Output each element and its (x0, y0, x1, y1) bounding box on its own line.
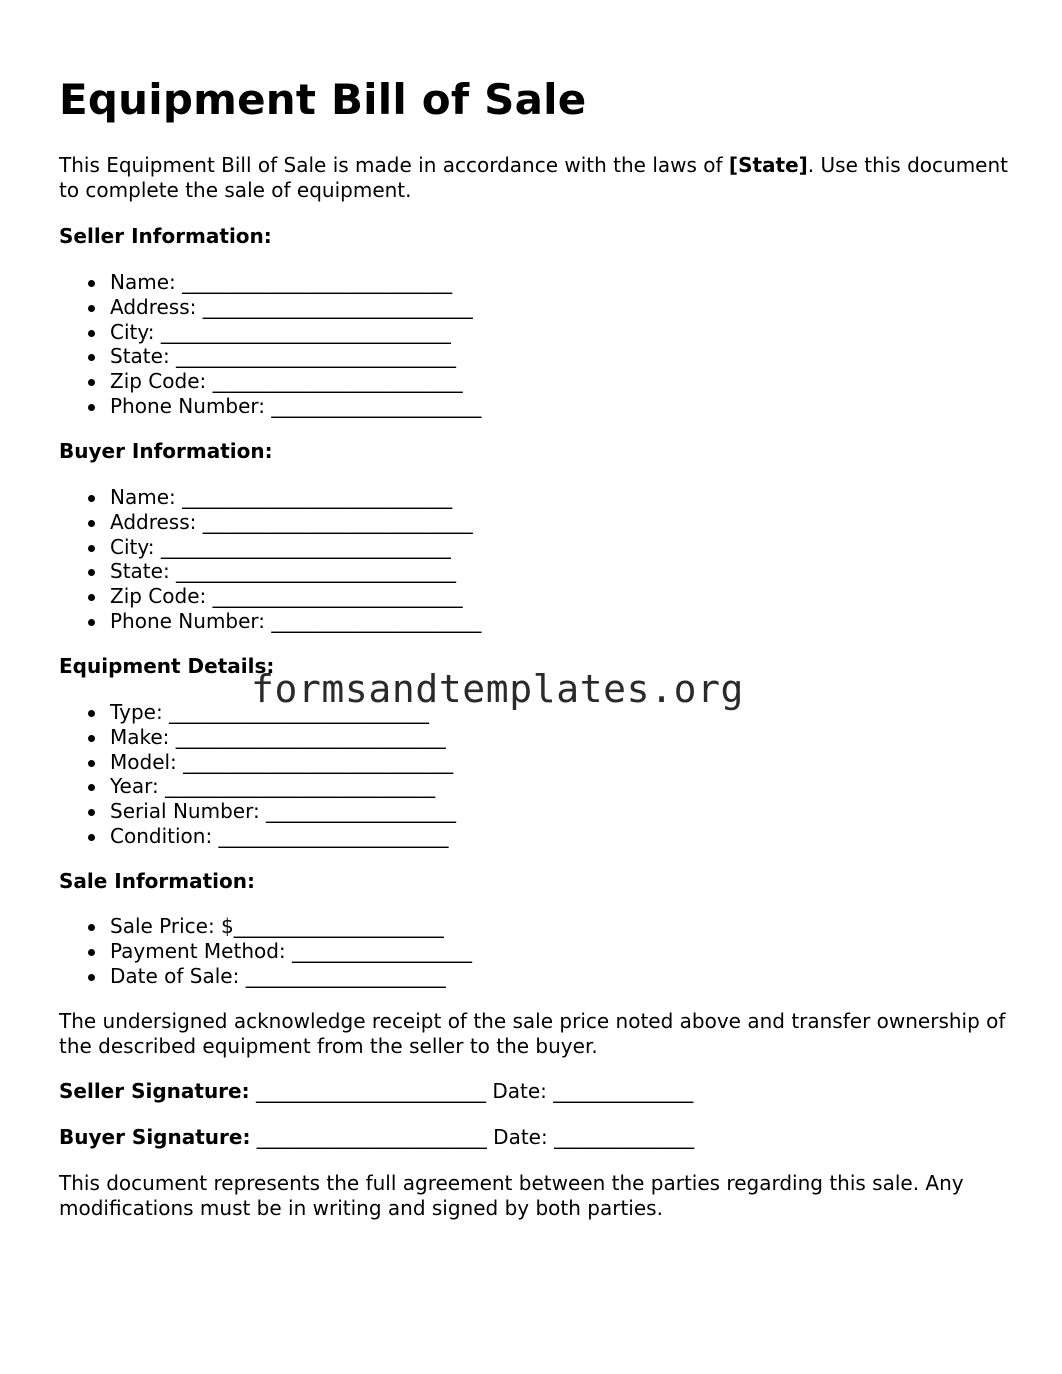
buyer-signature-field[interactable]: _______________________ (250, 1125, 494, 1149)
seller-fields (59, 270, 481, 419)
seller-date-field[interactable]: Date: ______________ (492, 1079, 694, 1103)
seller-address-field[interactable]: Address: ___________________________ (110, 295, 481, 320)
equipment-make-field[interactable]: Make: ___________________________ (110, 725, 456, 750)
buyer-fields (59, 485, 481, 634)
equipment-fields (59, 700, 456, 849)
buyer-signature-label: Buyer Signature: (59, 1125, 251, 1149)
sale-heading: Sale Information: (59, 869, 255, 893)
buyer-heading: Buyer Information: (59, 439, 273, 463)
state-placeholder: [State] (728, 153, 808, 177)
equipment-year-field[interactable]: Year: ___________________________ (110, 774, 456, 799)
buyer-date-field[interactable]: Date: ______________ (493, 1125, 695, 1149)
sale-price-field[interactable]: Sale Price: $_____________________ (110, 914, 472, 939)
equipment-model-field[interactable]: Model: ___________________________ (110, 750, 456, 775)
intro-text-after: . Use this document to complete the sale of equipment. (59, 153, 1008, 202)
date-of-sale-field[interactable]: Date of Sale: ____________________ (110, 964, 472, 989)
seller-zip-field[interactable]: Zip Code: _________________________ (110, 369, 481, 394)
watermark-text: formsandtemplates.org (251, 667, 745, 711)
seller-phone-field[interactable]: Phone Number: _____________________ (110, 393, 482, 418)
acknowledgement-paragraph: The undersigned acknowledge receipt of the sale price noted above and transfer ownership of the described equipment from the seller to the buyer. (59, 1009, 1006, 1058)
seller-signature-label: Seller Signature: (59, 1079, 250, 1103)
closing-paragraph: This document represents the full agreement between the parties regarding this sale. Any modifications must be in writing and signed by both parties. (59, 1171, 964, 1220)
seller-signature-line (59, 1079, 693, 1104)
equipment-serial-field[interactable]: Serial Number: ___________________ (110, 799, 457, 824)
buyer-address-field[interactable]: Address: ___________________________ (110, 510, 481, 535)
equipment-type-field[interactable]: Type: __________________________ (110, 700, 456, 725)
intro-paragraph (59, 153, 1009, 203)
buyer-signature-line (59, 1125, 694, 1150)
buyer-city-field[interactable]: City: _____________________________ (110, 535, 481, 560)
buyer-zip-field[interactable]: Zip Code: _________________________ (110, 584, 481, 609)
document-title: Equipment Bill of Sale (59, 75, 587, 124)
seller-name-field[interactable]: Name: ___________________________ (110, 270, 481, 295)
payment-method-field[interactable]: Payment Method: __________________ (110, 938, 473, 963)
equipment-condition-field[interactable]: Condition: _______________________ (110, 824, 456, 849)
sale-fields (59, 914, 472, 988)
seller-state-field[interactable]: State: ____________________________ (110, 344, 481, 369)
seller-city-field[interactable]: City: _____________________________ (110, 320, 481, 345)
seller-signature-field[interactable]: _______________________ (249, 1079, 493, 1103)
buyer-name-field[interactable]: Name: ___________________________ (110, 485, 481, 510)
buyer-state-field[interactable]: State: ____________________________ (110, 559, 481, 584)
intro-text-before: This Equipment Bill of Sale is made in accordance with the laws of (59, 153, 729, 177)
equipment-heading: Equipment Details: (59, 654, 275, 678)
seller-heading: Seller Information: (59, 224, 272, 248)
buyer-phone-field[interactable]: Phone Number: _____________________ (110, 608, 482, 633)
